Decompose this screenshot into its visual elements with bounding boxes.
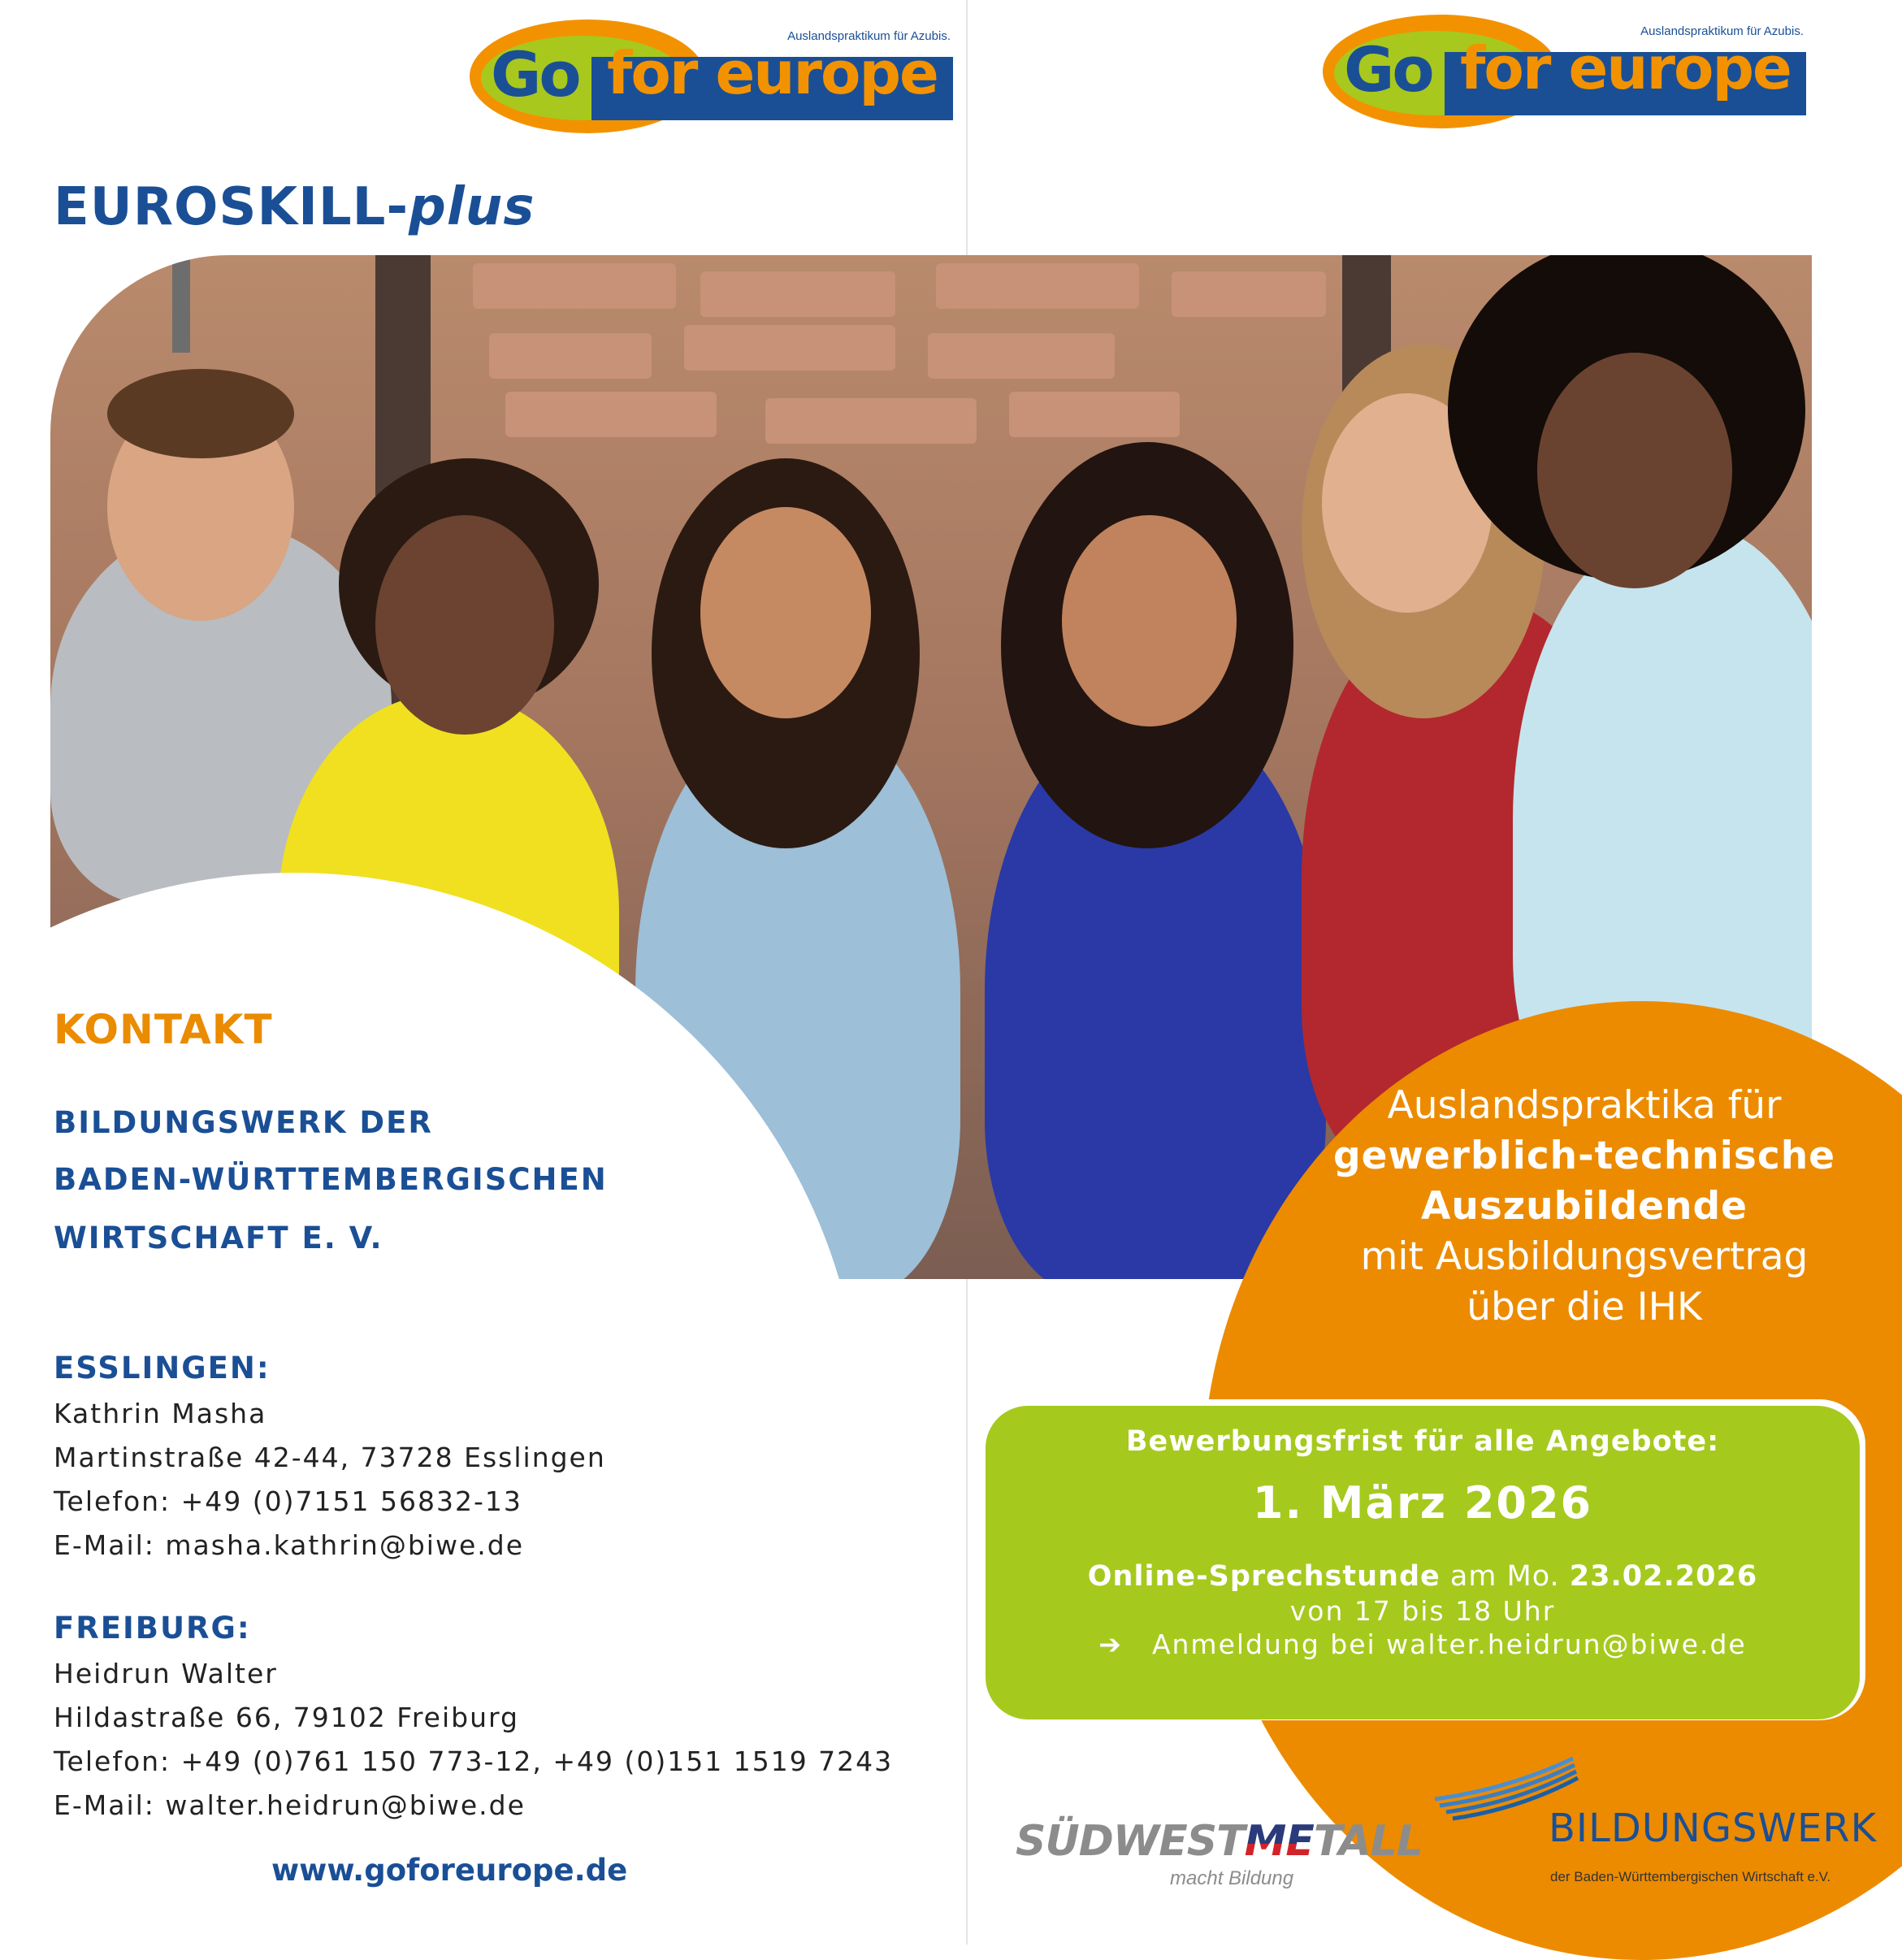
registration-line [986,1628,1860,1660]
logo-go-text: Go [1344,33,1432,106]
offer-line-1: Auslandspraktika für [1387,1083,1782,1128]
contact-heading: KONTAKT [54,1006,273,1053]
logo-tagline: Auslandspraktikum für Azubis. [1640,24,1804,38]
logo-go-text: Go [491,38,579,111]
online-consultation [986,1560,1860,1593]
esslingen-phone: Telefon: +49 (0)7151 56832-13 [54,1485,522,1517]
online-consultation-label: Online-Sprechstunde [1087,1560,1441,1593]
deadline-heading: Bewerbungsfrist für alle Angebote: [1125,1425,1720,1458]
suedwestmetall-subtitle: macht Bildung [1170,1867,1294,1889]
bildungswerk-subtitle: der Baden-Württembergischen Wirtschaft e.V. [1550,1869,1831,1884]
freiburg-phone: Telefon: +49 (0)761 150 773-12, +49 (0)151 1519 7243 [54,1745,894,1777]
goforeurope-logo-right [1323,7,1810,128]
arrow-right-icon: ➔ [1098,1628,1123,1660]
offer-line-4: mit Ausbildungsvertrag [1360,1234,1809,1279]
freiburg-address: Hildastraße 66, 79102 Freiburg [54,1702,519,1733]
goforeurope-logo-left [470,11,957,133]
product-name: EUROSKILL- [54,177,409,237]
suedwestmetall-logo: SÜDWESTMETALL [1016,1817,1423,1866]
online-consultation-date: 23.02.2026 [1569,1560,1758,1593]
consultation-time: von 17 bis 18 Uhr [1289,1595,1556,1627]
logo-foreurope-text: for europe [607,39,938,107]
product-suffix: plus [409,177,535,237]
offer-line-5: über die IHK [1467,1285,1702,1329]
bildungswerk-title: BILDUNGSWERK [1549,1806,1878,1851]
freiburg-contact-name: Heidrun Walter [54,1658,278,1689]
deadline-box [986,1406,1860,1719]
offer-line-3: Auszubildende [1421,1184,1748,1229]
offer-text [1267,1081,1901,1333]
org-line-3: WIRTSCHAFT E. V. [54,1221,383,1255]
freiburg-email[interactable]: E-Mail: walter.heidrun@biwe.de [54,1789,526,1821]
offer-line-2: gewerblich-technische [1332,1134,1836,1178]
website-link[interactable]: www.goforeurope.de [271,1853,628,1888]
registration-email[interactable]: Anmeldung bei walter.heidrun@biwe.de [1151,1628,1747,1660]
esslingen-email[interactable]: E-Mail: masha.kathrin@biwe.de [54,1529,524,1561]
org-line-2: BADEN-WÜRTTEMBERGISCHEN [54,1162,608,1197]
org-line-1: BILDUNGSWERK DER [54,1105,433,1140]
online-consultation-day: am Mo. [1440,1560,1570,1593]
esslingen-contact-name: Kathrin Masha [54,1398,267,1429]
product-title [54,177,535,237]
esslingen-address: Martinstraße 42-44, 73728 Esslingen [54,1442,606,1473]
deadline-date: 1. März 2026 [1252,1477,1593,1529]
esslingen-label: ESSLINGEN: [54,1351,271,1385]
logo-tagline: Auslandspraktikum für Azubis. [787,29,951,43]
logo-foreurope-text: for europe [1460,34,1791,102]
freiburg-label: FREIBURG: [54,1611,251,1646]
